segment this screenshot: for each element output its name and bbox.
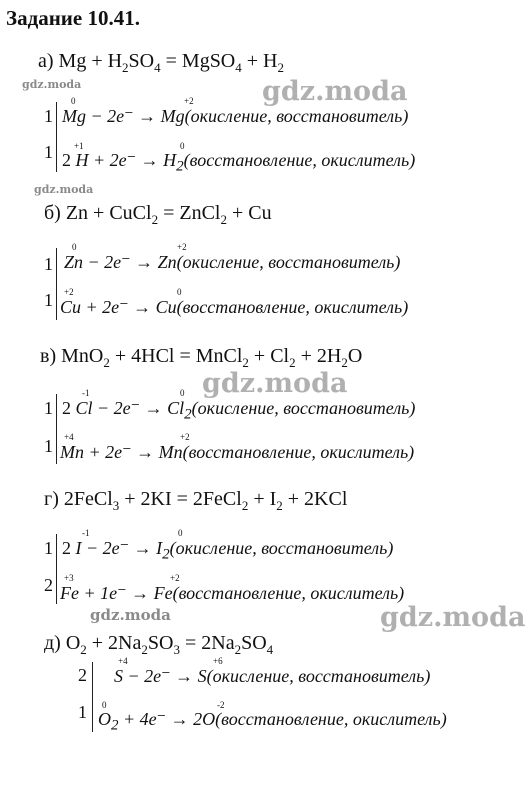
balance-bracket: [56, 394, 57, 464]
multiplier: 2: [44, 575, 53, 595]
half-reaction-reduction: $O_2 + 4e^-$ → 2O(восстановление, окислитель): [98, 709, 447, 734]
multiplier: 1: [44, 436, 53, 456]
half-reaction-oxidation: S − 2e⁻ → S(окисление, восстановитель): [114, 666, 431, 686]
half-reaction-reduction: Fe + 1e⁻ → Fe(восстановление, окислитель): [60, 583, 405, 603]
oxidation-state: +2: [177, 242, 187, 252]
oxidation-state: +2: [170, 573, 180, 583]
half-reaction-oxidation: 2 $Cl - 2e^- \to Cl_2(окисление$, восстановитель): [62, 398, 416, 423]
multiplier: 1: [44, 254, 53, 274]
multiplier: 2: [78, 665, 87, 685]
oxidation-state: -2: [217, 700, 225, 710]
multiplier: 1: [44, 538, 53, 558]
oxidation-state: 0: [180, 388, 185, 398]
oxidation-state: 0: [178, 528, 183, 538]
oxidation-state: 0: [71, 96, 76, 106]
equation-a: а) $Mg + H_2SO_4$ = MgSO$_4$ + $H_2$: [38, 50, 284, 75]
oxidation-state: 0: [102, 700, 107, 710]
oxidation-state: +1: [74, 141, 84, 151]
half-reaction-reduction: Mn + 2e⁻ → Mn(восстановление, окислитель): [60, 442, 415, 462]
balance-bracket: [56, 534, 57, 604]
half-reaction-oxidation: Zn − 2e⁻ → Zn(окисление, восстановитель): [64, 252, 401, 272]
watermark-small: gdz.moda: [90, 606, 171, 624]
equation-g: г) 2FeCl$_3$ + 2KI = 2FeCl$_2$ + $I_2 + 2KCl$: [44, 488, 348, 513]
balance-bracket: [92, 662, 93, 732]
equation-v: в) MnO$_2$ + 4HCl = MnCl$_2$ + $Cl_2 + 2H_2O$: [40, 345, 363, 370]
oxidation-state: 0: [72, 242, 77, 252]
equation-d: д) $O_2 + 2Na_2SO_3 = 2Na_2SO_4$: [44, 632, 274, 657]
oxidation-state: +3: [64, 573, 74, 583]
oxidation-state: -1: [82, 388, 90, 398]
multiplier: 1: [44, 142, 53, 162]
half-reaction-reduction: Cu + 2e⁻ → Cu(восстановление, окислитель): [60, 297, 409, 317]
multiplier: 1: [44, 290, 53, 310]
oxidation-state: -1: [82, 528, 90, 538]
multiplier: 1: [44, 106, 53, 126]
multiplier: 1: [78, 702, 87, 722]
multiplier: 1: [44, 398, 53, 418]
oxidation-state: +6: [213, 656, 223, 666]
balance-bracket: [56, 102, 57, 172]
oxidation-state: +4: [118, 656, 128, 666]
half-reaction-oxidation: Mg − 2e⁻ → Mg(окисление, восстановитель): [62, 106, 409, 126]
equation-b: б) Zn + CuCl$_2$ = ZnCl$_2$ + Cu: [44, 202, 272, 227]
half-reaction-oxidation: 2 $I - 2e^- \to I_2(окисление$, восстановитель): [62, 538, 394, 563]
watermark-small: gdz.moda: [34, 183, 94, 196]
oxidation-state: 0: [177, 287, 182, 297]
oxidation-state: +4: [64, 432, 74, 442]
balance-bracket: [56, 248, 57, 320]
watermark-big: gdz.moda: [380, 602, 526, 633]
watermark-big: gdz.moda: [202, 368, 348, 399]
page-title: Задание 10.41.: [6, 6, 140, 30]
oxidation-state: +2: [64, 287, 74, 297]
half-reaction-reduction: 2 $H + 2e^- \to H_2(восстановление$, окислитель): [62, 150, 416, 175]
oxidation-state: +2: [184, 96, 194, 106]
watermark-small: gdz.moda: [22, 78, 82, 91]
oxidation-state: 0: [180, 141, 185, 151]
watermark-big: gdz.moda: [262, 76, 408, 107]
oxidation-state: +2: [180, 432, 190, 442]
